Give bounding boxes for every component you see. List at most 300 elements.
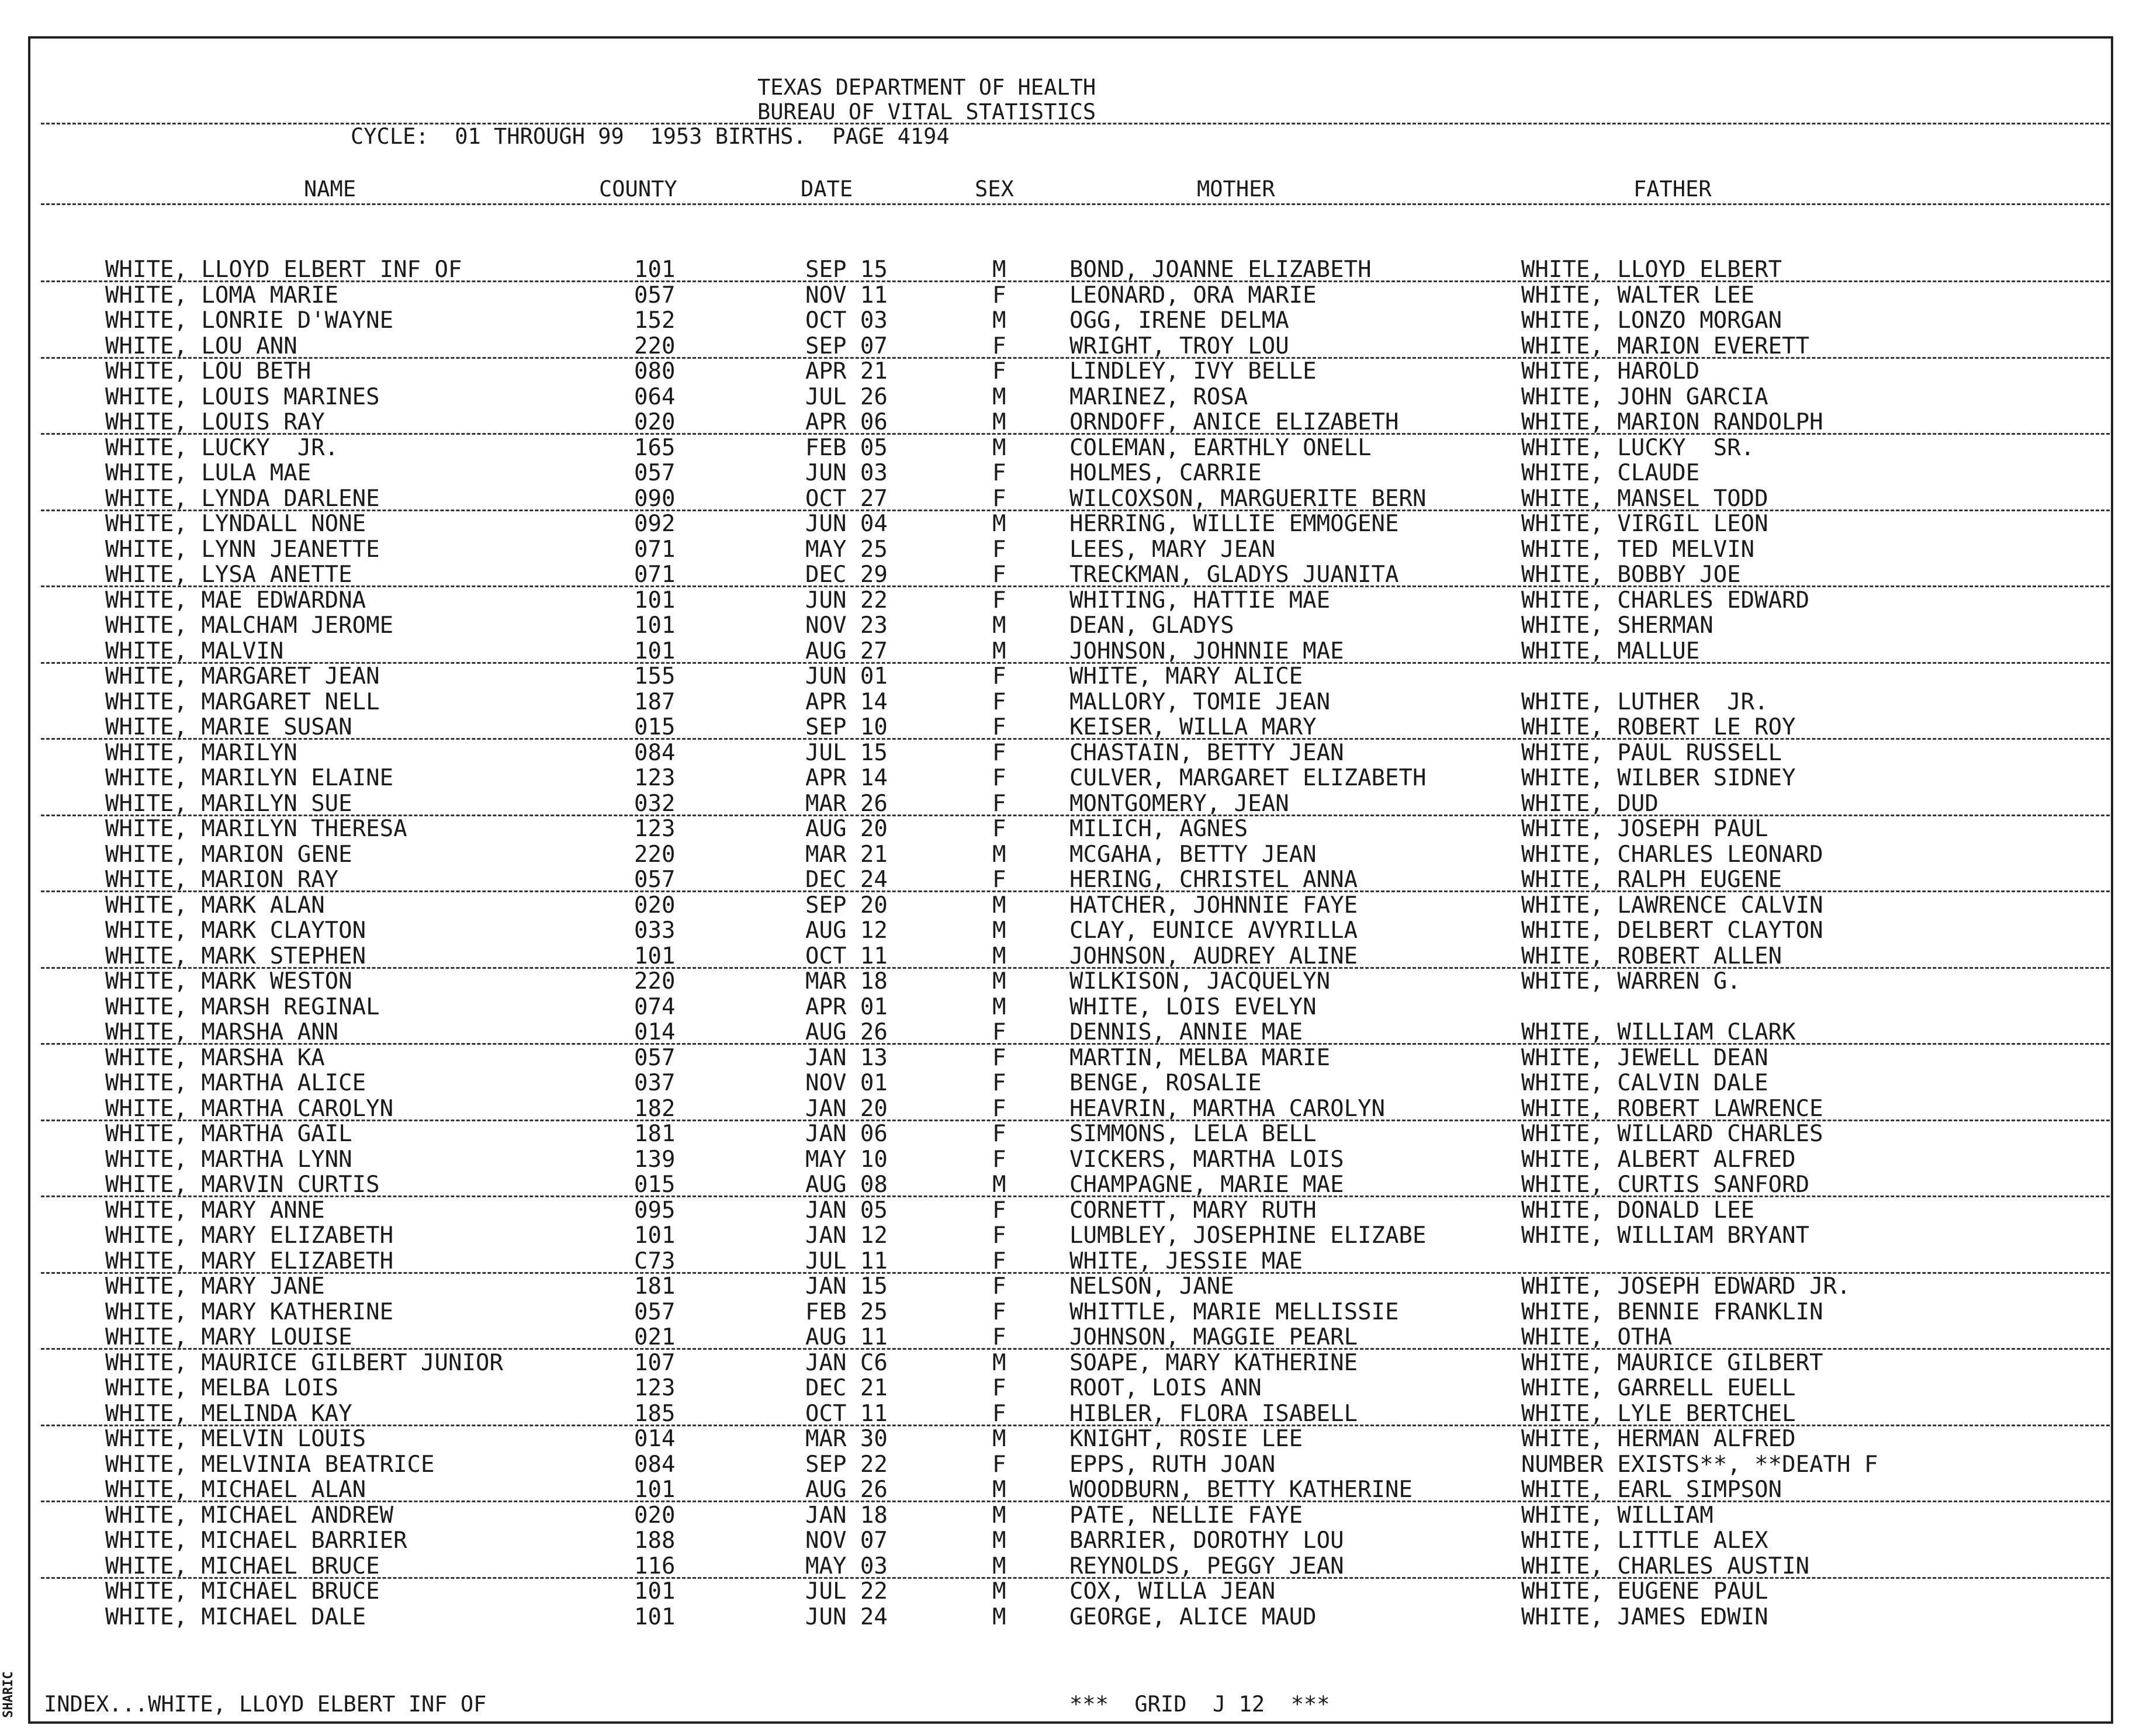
cell-father: WHITE, BOBBY JOE bbox=[1521, 562, 1741, 588]
cell-county: 188 bbox=[634, 1527, 676, 1554]
cell-date: JUN 22 bbox=[805, 587, 888, 614]
table-row bbox=[0, 460, 2136, 486]
cell-name: WHITE, LOUIS RAY bbox=[105, 409, 325, 435]
cell-mother: HATCHER, JOHNNIE FAYE bbox=[1069, 892, 1358, 919]
cell-mother: DENNIS, ANNIE MAE bbox=[1069, 1019, 1303, 1045]
cell-sex: F bbox=[992, 460, 1006, 486]
cell-sex: F bbox=[992, 714, 1006, 740]
divider bbox=[41, 203, 2110, 205]
cell-sex: F bbox=[992, 739, 1006, 766]
cell-county: 107 bbox=[634, 1349, 676, 1376]
cell-mother: CHAMPAGNE, MARIE MAE bbox=[1069, 1172, 1344, 1198]
cell-mother: PATE, NELLIE FAYE bbox=[1069, 1502, 1303, 1529]
cell-name: WHITE, MARY JANE bbox=[105, 1273, 325, 1300]
cell-name: WHITE, LYNDA DARLENE bbox=[105, 485, 380, 512]
cell-sex: M bbox=[992, 1553, 1006, 1579]
table-row bbox=[0, 816, 2136, 841]
cell-date: MAR 26 bbox=[805, 790, 888, 817]
cell-county: 084 bbox=[634, 739, 676, 766]
cell-county: 021 bbox=[634, 1324, 676, 1350]
cell-father: WHITE, LUTHER JR. bbox=[1521, 688, 1768, 715]
index-footer: INDEX...WHITE, LLOYD ELBERT INF OF bbox=[44, 1692, 487, 1717]
cell-county: 014 bbox=[634, 1019, 676, 1045]
cell-county: 057 bbox=[634, 1298, 676, 1325]
cell-father: WHITE, CLAUDE bbox=[1521, 460, 1700, 486]
cell-date: AUG 08 bbox=[805, 1172, 888, 1198]
cell-name: WHITE, MARIE SUSAN bbox=[105, 714, 352, 740]
cell-county: 037 bbox=[634, 1070, 676, 1096]
cell-sex: F bbox=[992, 282, 1006, 309]
cell-mother: WHITE, LOIS EVELYN bbox=[1069, 993, 1317, 1020]
cell-name: WHITE, MICHAEL BRUCE bbox=[105, 1553, 380, 1579]
cell-mother: REYNOLDS, PEGGY JEAN bbox=[1069, 1553, 1344, 1579]
cell-date: JUN 04 bbox=[805, 511, 888, 537]
cell-county: 165 bbox=[634, 434, 676, 461]
cell-name: WHITE, MARSHA KA bbox=[105, 1044, 325, 1071]
cell-sex: M bbox=[992, 1349, 1006, 1376]
cell-father: WHITE, DUD bbox=[1521, 790, 1659, 817]
cell-mother: CORNETT, MARY RUTH bbox=[1069, 1197, 1317, 1224]
cell-sex: M bbox=[992, 993, 1006, 1020]
cell-county: 033 bbox=[634, 917, 676, 944]
cell-mother: HEAVRIN, MARTHA CAROLYN bbox=[1069, 1095, 1386, 1122]
table-row bbox=[0, 486, 2136, 511]
cell-date: NOV 07 bbox=[805, 1527, 888, 1554]
cycle-line: CYCLE: 01 THROUGH 99 1953 BIRTHS. PAGE 4194 bbox=[351, 124, 950, 149]
cell-name: WHITE, LULA MAE bbox=[105, 460, 311, 486]
cell-father: WHITE, RALPH EUGENE bbox=[1521, 867, 1782, 893]
table-row bbox=[0, 1579, 2136, 1604]
cell-county: 182 bbox=[634, 1095, 676, 1122]
cell-father: WHITE, WILLIAM bbox=[1521, 1502, 1713, 1529]
cell-name: WHITE, MALVIN bbox=[105, 637, 284, 664]
cell-mother: CLAY, EUNICE AVYRILLA bbox=[1069, 917, 1358, 944]
table-row bbox=[0, 511, 2136, 536]
cell-sex: F bbox=[992, 867, 1006, 893]
cell-sex: M bbox=[992, 1603, 1006, 1630]
cell-county: 101 bbox=[634, 1603, 676, 1630]
cell-county: 092 bbox=[634, 511, 676, 537]
cell-name: WHITE, LYNN JEANETTE bbox=[105, 536, 380, 563]
cell-name: WHITE, MARTHA LYNN bbox=[105, 1146, 352, 1173]
cell-date: JAN 15 bbox=[805, 1273, 888, 1300]
table-row bbox=[0, 1477, 2136, 1502]
cell-county: 015 bbox=[634, 714, 676, 740]
cell-county: 187 bbox=[634, 688, 676, 715]
cell-father: WHITE, ROBERT LAWRENCE bbox=[1521, 1095, 1823, 1122]
cell-date: OCT 11 bbox=[805, 943, 888, 969]
cell-father: WHITE, LONZO MORGAN bbox=[1521, 307, 1782, 334]
cell-name: WHITE, MARY ELIZABETH bbox=[105, 1248, 394, 1274]
cell-county: 181 bbox=[634, 1273, 676, 1300]
cell-mother: JOHNSON, AUDREY ALINE bbox=[1069, 943, 1358, 969]
table-row bbox=[0, 537, 2136, 562]
cell-mother: WILCOXSON, MARGUERITE BERN bbox=[1069, 485, 1427, 512]
cell-county: 057 bbox=[634, 867, 676, 893]
cell-father: WHITE, CHARLES EDWARD bbox=[1521, 587, 1810, 614]
table-row bbox=[0, 1249, 2136, 1274]
table-row bbox=[0, 1375, 2136, 1401]
cell-date: JAN 18 bbox=[805, 1502, 888, 1529]
cell-father: WHITE, WILBER SIDNEY bbox=[1521, 765, 1796, 791]
cell-father: WHITE, DELBERT CLAYTON bbox=[1521, 917, 1823, 944]
cell-county: 101 bbox=[634, 1477, 676, 1503]
cell-name: WHITE, MELBA LOIS bbox=[105, 1375, 339, 1401]
table-row bbox=[0, 689, 2136, 715]
cell-sex: F bbox=[992, 1222, 1006, 1249]
cell-county: 123 bbox=[634, 816, 676, 842]
cell-name: WHITE, MARILYN THERESA bbox=[105, 816, 407, 842]
cell-mother: ORNDOFF, ANICE ELIZABETH bbox=[1069, 409, 1399, 435]
table-row bbox=[0, 1426, 2136, 1451]
cell-date: AUG 12 bbox=[805, 917, 888, 944]
cell-mother: JOHNSON, JOHNNIE MAE bbox=[1069, 637, 1344, 664]
cell-date: MAR 30 bbox=[805, 1426, 888, 1452]
cell-father: WHITE, VIRGIL LEON bbox=[1521, 511, 1768, 537]
agency-title: TEXAS DEPARTMENT OF HEALTH bbox=[757, 75, 1096, 100]
cell-father: WHITE, CALVIN DALE bbox=[1521, 1070, 1768, 1096]
cell-mother: WILKISON, JACQUELYN bbox=[1069, 968, 1331, 995]
cell-county: C73 bbox=[634, 1248, 676, 1274]
cell-county: 020 bbox=[634, 892, 676, 919]
cell-date: JUN 24 bbox=[805, 1603, 888, 1630]
cell-date: DEC 29 bbox=[805, 562, 888, 588]
cell-date: FEB 05 bbox=[805, 434, 888, 461]
cell-county: 101 bbox=[634, 1222, 676, 1249]
cell-sex: M bbox=[992, 841, 1006, 868]
cell-mother: MALLORY, TOMIE JEAN bbox=[1069, 688, 1331, 715]
cell-date: JAN 20 bbox=[805, 1095, 888, 1122]
cell-date: JAN 13 bbox=[805, 1044, 888, 1071]
cell-mother: OGG, IRENE DELMA bbox=[1069, 307, 1289, 334]
cell-sex: M bbox=[992, 1477, 1006, 1503]
cell-sex: F bbox=[992, 1400, 1006, 1427]
table-row bbox=[0, 359, 2136, 384]
cell-sex: M bbox=[992, 1578, 1006, 1605]
cell-county: 032 bbox=[634, 790, 676, 817]
cell-county: 155 bbox=[634, 663, 676, 689]
cell-date: JAN 05 bbox=[805, 1197, 888, 1224]
cell-county: 123 bbox=[634, 1375, 676, 1401]
table-row bbox=[0, 1452, 2136, 1477]
cell-sex: F bbox=[992, 663, 1006, 689]
table-row bbox=[0, 1528, 2136, 1553]
cell-date: OCT 03 bbox=[805, 307, 888, 334]
table-row bbox=[0, 1121, 2136, 1146]
cell-name: WHITE, MARK WESTON bbox=[105, 968, 352, 995]
cell-name: WHITE, MARILYN ELAINE bbox=[105, 765, 394, 791]
col-county: COUNTY bbox=[599, 176, 677, 202]
cell-date: JAN 06 bbox=[805, 1121, 888, 1147]
table-row bbox=[0, 334, 2136, 359]
cell-father: WHITE, OTHA bbox=[1521, 1324, 1673, 1350]
cell-mother: BOND, JOANNE ELIZABETH bbox=[1069, 257, 1372, 283]
cell-county: 101 bbox=[634, 1578, 676, 1605]
cell-mother: SIMMONS, LELA BELL bbox=[1069, 1121, 1317, 1147]
col-name: NAME bbox=[304, 176, 356, 202]
table-row bbox=[0, 969, 2136, 994]
cell-sex: F bbox=[992, 1197, 1006, 1224]
cell-name: WHITE, MARY LOUISE bbox=[105, 1324, 352, 1350]
cell-sex: F bbox=[992, 688, 1006, 715]
cell-county: 123 bbox=[634, 765, 676, 791]
cell-county: 101 bbox=[634, 612, 676, 639]
cell-date: MAR 21 bbox=[805, 841, 888, 868]
table-row bbox=[0, 613, 2136, 638]
cell-date: AUG 26 bbox=[805, 1477, 888, 1503]
table-row bbox=[0, 283, 2136, 308]
cell-father: WHITE, WILLIAM BRYANT bbox=[1521, 1222, 1810, 1249]
cell-sex: F bbox=[992, 765, 1006, 791]
cell-name: WHITE, LOUIS MARINES bbox=[105, 383, 380, 410]
cell-father: WHITE, DONALD LEE bbox=[1521, 1197, 1755, 1224]
cell-father: WHITE, GARRELL EUELL bbox=[1521, 1375, 1796, 1401]
cell-name: WHITE, MELVINIA BEATRICE bbox=[105, 1451, 435, 1478]
cell-date: MAR 18 bbox=[805, 968, 888, 995]
cell-father: WHITE, JEWELL DEAN bbox=[1521, 1044, 1768, 1071]
cell-name: WHITE, MARSH REGINAL bbox=[105, 993, 380, 1020]
cell-father: WHITE, MAURICE GILBERT bbox=[1521, 1349, 1823, 1376]
cell-sex: M bbox=[992, 257, 1006, 283]
cell-sex: F bbox=[992, 562, 1006, 588]
cell-sex: F bbox=[992, 1095, 1006, 1122]
cell-date: APR 21 bbox=[805, 358, 888, 384]
cell-mother: HERING, CHRISTEL ANNA bbox=[1069, 867, 1358, 893]
cell-date: JUN 01 bbox=[805, 663, 888, 689]
table-row bbox=[0, 1401, 2136, 1426]
cell-date: SEP 07 bbox=[805, 332, 888, 359]
cell-county: 084 bbox=[634, 1451, 676, 1478]
table-row bbox=[0, 1045, 2136, 1070]
cell-mother: BENGE, ROSALIE bbox=[1069, 1070, 1262, 1096]
cell-date: JAN 12 bbox=[805, 1222, 888, 1249]
cell-name: WHITE, MARK ALAN bbox=[105, 892, 325, 919]
cell-name: WHITE, MICHAEL ANDREW bbox=[105, 1502, 394, 1529]
table-row bbox=[0, 791, 2136, 816]
cell-father: WHITE, CHARLES LEONARD bbox=[1521, 841, 1823, 868]
cell-sex: M bbox=[992, 511, 1006, 537]
cell-sex: M bbox=[992, 917, 1006, 944]
cell-mother: WHITTLE, MARIE MELLISSIE bbox=[1069, 1298, 1399, 1325]
cell-date: JUL 11 bbox=[805, 1248, 888, 1274]
table-row bbox=[0, 384, 2136, 410]
cell-mother: SOAPE, MARY KATHERINE bbox=[1069, 1349, 1358, 1376]
cell-father: WHITE, JOSEPH EDWARD JR. bbox=[1521, 1273, 1851, 1300]
cell-mother: HIBLER, FLORA ISABELL bbox=[1069, 1400, 1358, 1427]
cell-father: WHITE, WARREN G. bbox=[1521, 968, 1741, 995]
cell-mother: BARRIER, DOROTHY LOU bbox=[1069, 1527, 1344, 1554]
cell-county: 020 bbox=[634, 1502, 676, 1529]
cell-county: 057 bbox=[634, 460, 676, 486]
cell-sex: F bbox=[992, 1070, 1006, 1096]
cell-sex: M bbox=[992, 409, 1006, 435]
table-row bbox=[0, 715, 2136, 740]
cell-name: WHITE, MARION RAY bbox=[105, 867, 339, 893]
table-row bbox=[0, 1020, 2136, 1045]
cell-father: WHITE, EARL SIMPSON bbox=[1521, 1477, 1782, 1503]
cell-date: OCT 27 bbox=[805, 485, 888, 512]
cell-county: 074 bbox=[634, 993, 676, 1020]
cell-mother: VICKERS, MARTHA LOIS bbox=[1069, 1146, 1344, 1173]
cell-county: 116 bbox=[634, 1553, 676, 1579]
cell-county: 152 bbox=[634, 307, 676, 334]
cell-county: 095 bbox=[634, 1197, 676, 1224]
table-row bbox=[0, 918, 2136, 943]
cell-name: WHITE, MICHAEL ALAN bbox=[105, 1477, 366, 1503]
side-label: SHARIC bbox=[1, 1671, 16, 1718]
cell-name: WHITE, LOMA MARIE bbox=[105, 282, 339, 309]
cell-name: WHITE, MARK CLAYTON bbox=[105, 917, 366, 944]
cell-mother: GEORGE, ALICE MAUD bbox=[1069, 1603, 1317, 1630]
cell-name: WHITE, MARION GENE bbox=[105, 841, 352, 868]
cell-name: WHITE, MARGARET JEAN bbox=[105, 663, 380, 689]
cell-date: JUL 22 bbox=[805, 1578, 888, 1605]
cell-father: WHITE, CHARLES AUSTIN bbox=[1521, 1553, 1810, 1579]
cell-mother: LINDLEY, IVY BELLE bbox=[1069, 358, 1317, 384]
table-row bbox=[0, 1223, 2136, 1248]
table-row bbox=[0, 1503, 2136, 1528]
cell-date: APR 14 bbox=[805, 765, 888, 791]
table-row bbox=[0, 867, 2136, 892]
cell-sex: F bbox=[992, 536, 1006, 563]
cell-date: SEP 15 bbox=[805, 257, 888, 283]
cell-mother: CULVER, MARGARET ELIZABETH bbox=[1069, 765, 1427, 791]
table-row bbox=[0, 1172, 2136, 1197]
cell-name: WHITE, MARSHA ANN bbox=[105, 1019, 339, 1045]
cell-sex: F bbox=[992, 1451, 1006, 1478]
cell-date: FEB 25 bbox=[805, 1298, 888, 1325]
cell-father: WHITE, ALBERT ALFRED bbox=[1521, 1146, 1796, 1173]
cell-father: WHITE, LYLE BERTCHEL bbox=[1521, 1400, 1796, 1427]
cell-county: 220 bbox=[634, 332, 676, 359]
cell-mother: KEISER, WILLA MARY bbox=[1069, 714, 1317, 740]
table-row bbox=[0, 257, 2136, 282]
cell-date: DEC 21 bbox=[805, 1375, 888, 1401]
cell-mother: MCGAHA, BETTY JEAN bbox=[1069, 841, 1317, 868]
cell-father: WHITE, ROBERT LE ROY bbox=[1521, 714, 1796, 740]
cell-name: WHITE, MICHAEL BARRIER bbox=[105, 1527, 407, 1554]
cell-mother: CHASTAIN, BETTY JEAN bbox=[1069, 739, 1344, 766]
table-row bbox=[0, 1605, 2136, 1630]
table-row bbox=[0, 639, 2136, 664]
cell-sex: F bbox=[992, 485, 1006, 512]
cell-father: WHITE, MANSEL TODD bbox=[1521, 485, 1768, 512]
cell-sex: M bbox=[992, 1502, 1006, 1529]
table-row bbox=[0, 1554, 2136, 1579]
col-mother: MOTHER bbox=[1197, 176, 1275, 202]
cell-county: 220 bbox=[634, 841, 676, 868]
cell-date: APR 01 bbox=[805, 993, 888, 1020]
cell-name: WHITE, MAURICE GILBERT JUNIOR bbox=[105, 1349, 503, 1376]
cell-mother: TRECKMAN, GLADYS JUANITA bbox=[1069, 562, 1399, 588]
cell-date: AUG 20 bbox=[805, 816, 888, 842]
cell-father: WHITE, PAUL RUSSELL bbox=[1521, 739, 1782, 766]
cell-mother: EPPS, RUTH JOAN bbox=[1069, 1451, 1276, 1478]
table-row bbox=[0, 893, 2136, 918]
cell-name: WHITE, MARY KATHERINE bbox=[105, 1298, 394, 1325]
cell-county: 185 bbox=[634, 1400, 676, 1427]
cell-father: WHITE, WILLIAM CLARK bbox=[1521, 1019, 1796, 1045]
cell-date: NOV 11 bbox=[805, 282, 888, 309]
cell-sex: F bbox=[992, 1044, 1006, 1071]
cell-name: WHITE, MELINDA KAY bbox=[105, 1400, 352, 1427]
cell-county: 057 bbox=[634, 282, 676, 309]
cell-father: WHITE, WILLARD CHARLES bbox=[1521, 1121, 1823, 1147]
cell-date: SEP 10 bbox=[805, 714, 888, 740]
cell-date: AUG 27 bbox=[805, 637, 888, 664]
cell-county: 015 bbox=[634, 1172, 676, 1198]
cell-sex: M bbox=[992, 943, 1006, 969]
cell-name: WHITE, MARILYN bbox=[105, 739, 297, 766]
cell-sex: F bbox=[992, 587, 1006, 614]
cell-name: WHITE, MICHAEL DALE bbox=[105, 1603, 366, 1630]
cell-name: WHITE, LYSA ANETTE bbox=[105, 562, 352, 588]
cell-name: WHITE, MAE EDWARDNA bbox=[105, 587, 366, 614]
cell-sex: F bbox=[992, 1324, 1006, 1350]
cell-date: NOV 23 bbox=[805, 612, 888, 639]
cell-name: WHITE, LONRIE D'WAYNE bbox=[105, 307, 394, 334]
cell-name: WHITE, MALCHAM JEROME bbox=[105, 612, 394, 639]
cell-date: MAY 25 bbox=[805, 536, 888, 563]
table-row bbox=[0, 410, 2136, 435]
table-row bbox=[0, 1300, 2136, 1325]
cell-sex: M bbox=[992, 612, 1006, 639]
table-row bbox=[0, 1350, 2136, 1375]
cell-county: 057 bbox=[634, 1044, 676, 1071]
cell-father: WHITE, EUGENE PAUL bbox=[1521, 1578, 1768, 1605]
cell-mother: MILICH, AGNES bbox=[1069, 816, 1248, 842]
table-row bbox=[0, 995, 2136, 1020]
cell-date: NOV 01 bbox=[805, 1070, 888, 1096]
cell-father: WHITE, JAMES EDWIN bbox=[1521, 1603, 1768, 1630]
cell-father: WHITE, LLOYD ELBERT bbox=[1521, 257, 1782, 283]
cell-sex: M bbox=[992, 892, 1006, 919]
table-row bbox=[0, 1274, 2136, 1299]
table-row bbox=[0, 435, 2136, 460]
cell-father: WHITE, TED MELVIN bbox=[1521, 536, 1755, 563]
cell-mother: LEONARD, ORA MARIE bbox=[1069, 282, 1317, 309]
cell-date: APR 14 bbox=[805, 688, 888, 715]
cell-county: 090 bbox=[634, 485, 676, 512]
cell-date: AUG 26 bbox=[805, 1019, 888, 1045]
table-row bbox=[0, 664, 2136, 689]
cell-mother: MONTGOMERY, JEAN bbox=[1069, 790, 1289, 817]
cell-father: WHITE, ROBERT ALLEN bbox=[1521, 943, 1782, 969]
cell-sex: M bbox=[992, 383, 1006, 410]
cell-sex: F bbox=[992, 1273, 1006, 1300]
cell-mother: WRIGHT, TROY LOU bbox=[1069, 332, 1289, 359]
cell-father: WHITE, SHERMAN bbox=[1521, 612, 1713, 639]
cell-father: WHITE, HAROLD bbox=[1521, 358, 1700, 384]
table-row bbox=[0, 1096, 2136, 1121]
cell-father: WHITE, JOSEPH PAUL bbox=[1521, 816, 1768, 842]
cell-mother: NELSON, JANE bbox=[1069, 1273, 1234, 1300]
col-date: DATE bbox=[801, 176, 853, 202]
cell-sex: F bbox=[992, 1375, 1006, 1401]
cell-county: 071 bbox=[634, 536, 676, 563]
cell-date: OCT 11 bbox=[805, 1400, 888, 1427]
table-row bbox=[0, 308, 2136, 333]
cell-father: WHITE, LITTLE ALEX bbox=[1521, 1527, 1768, 1554]
cell-name: WHITE, LUCKY JR. bbox=[105, 434, 339, 461]
cell-county: 020 bbox=[634, 409, 676, 435]
cell-date: JUL 15 bbox=[805, 739, 888, 766]
cell-sex: M bbox=[992, 1172, 1006, 1198]
table-row bbox=[0, 1325, 2136, 1350]
cell-sex: F bbox=[992, 1248, 1006, 1274]
cell-name: WHITE, MICHAEL BRUCE bbox=[105, 1578, 380, 1605]
cell-sex: F bbox=[992, 332, 1006, 359]
